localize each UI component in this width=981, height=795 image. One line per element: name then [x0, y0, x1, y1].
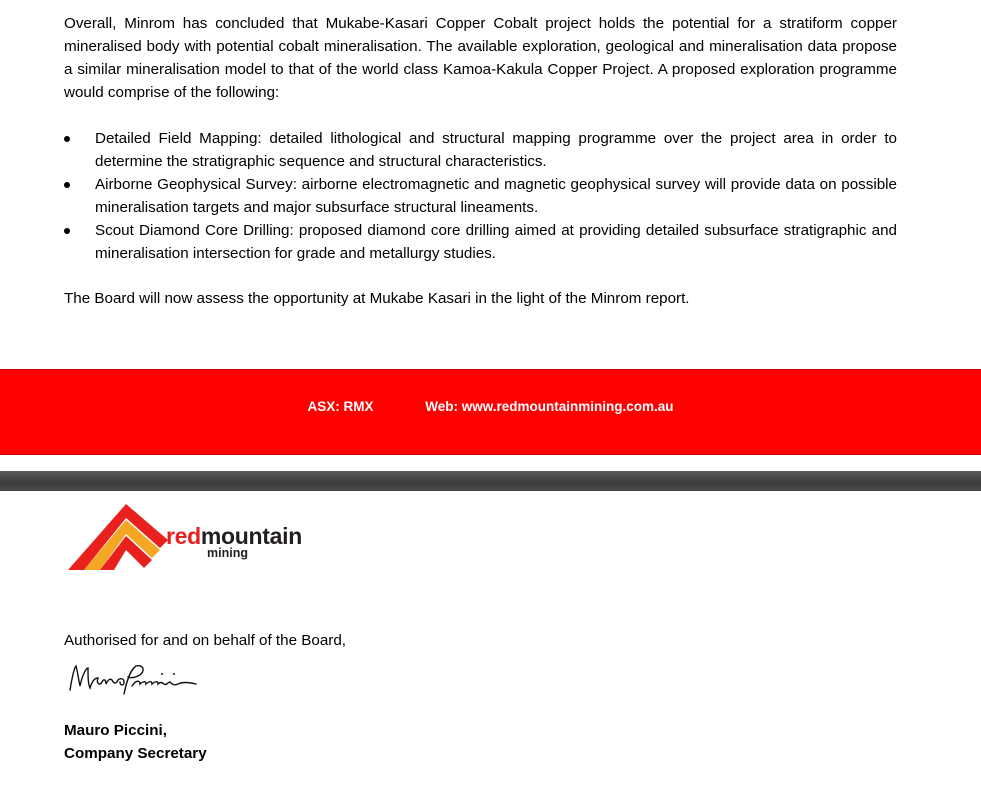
footer-band [0, 369, 981, 455]
website-link[interactable]: Web: www.redmountainmining.com.au [425, 399, 674, 414]
intro-paragraph: Overall, Minrom has concluded that Mukabe-Kasari Copper Cobalt project holds the potential for a stratiform copper mineralised body with potential cobalt mineralisation. The available exploration, geological and mineralisation data propose a similar mineralisation model to that of the world class Kamoa-Kakula Copper Project. A proposed exploration programme would comprise of the following: [64, 15, 897, 101]
list-item: Detailed Field Mapping: detailed lithological and structural mapping programme over the project area in order to determine the stratigraphic sequence and structural characteristics. [64, 127, 897, 173]
page-gap [0, 455, 981, 471]
logo-subtitle: mining [207, 546, 248, 560]
closing-paragraph: The Board will now assess the opportunity at Mukabe Kasari in the light of the Minrom report. [64, 290, 690, 307]
list-item: Scout Diamond Core Drilling: proposed diamond core drilling aimed at providing detailed subsurface stratigraphic and mineralisation intersection for grade and metallurgy studies. [64, 219, 897, 265]
exploration-programme-list [64, 127, 897, 265]
list-item: Airborne Geophysical Survey: airborne electromagnetic and magnetic geophysical survey will provide data on possible mineralisation targets and major subsurface structural lineaments. [64, 173, 897, 219]
bullet-icon [64, 182, 70, 188]
report-body [0, 0, 981, 368]
signer-title: Company Secretary [64, 745, 207, 762]
header-divider-bar [0, 471, 981, 491]
signer-name: Mauro Piccini, [64, 722, 167, 739]
handwritten-signature [66, 660, 206, 700]
authorisation-statement: Authorised for and on behalf of the Board, [64, 632, 347, 649]
asx-code: ASX: RMX [307, 399, 374, 414]
bullet-icon [64, 228, 70, 234]
logo-wordmark: redmountain [166, 523, 302, 549]
footer-text [0, 399, 981, 414]
bullet-icon [64, 136, 70, 142]
